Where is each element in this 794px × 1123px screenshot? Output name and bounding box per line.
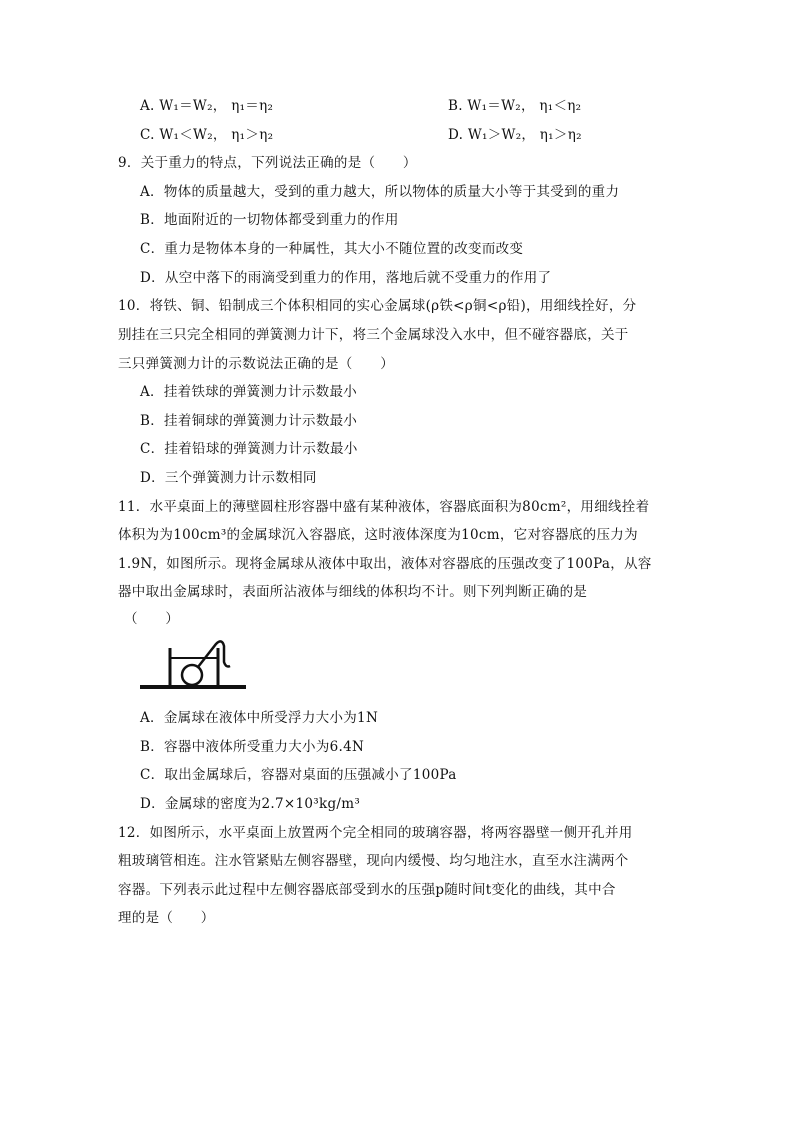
q11-option-b: B．容器中液体所受重力大小为6.4N xyxy=(140,739,365,755)
q11-option-d: D．金属球的密度为2.7×10³kg/m³ xyxy=(140,796,361,812)
q12-stem-line1: 12．如图所示，水平桌面上放置两个完全相同的玻璃容器，将两容器壁一侧开孔并用 xyxy=(118,825,633,841)
q10-stem-line3: 三只弹簧测力计的示数说法正确的是（ ） xyxy=(118,356,394,372)
q10-option-c: C．挂着铅球的弹簧测力计示数最小 xyxy=(140,441,358,457)
q11-stem-line2: 体积为为100cm³的金属球沉入容器底，这时液体深度为10cm，它对容器底的压力为 xyxy=(118,527,638,543)
q11-stem-line4: 器中取出金属球时，表面所沾液体与细线的体积均不计。则下列判断正确的是 xyxy=(118,584,588,600)
q12-stem-line2: 粗玻璃管相连。注水管紧贴左侧容器壁，现向内缓慢、均匀地注水，直至水注满两个 xyxy=(118,853,629,869)
q8-option-b: B. W₁＝W₂， η₁＜η₂ xyxy=(448,98,582,114)
string xyxy=(198,641,230,667)
q10-stem-line2: 别挂在三只完全相同的弹簧测力计下，将三个金属球没入水中，但不碰容器底，关于 xyxy=(118,327,629,343)
q9-stem: 9．关于重力的特点，下列说法正确的是（ ） xyxy=(118,155,417,171)
q10-option-b: B．挂着铜球的弹簧测力计示数最小 xyxy=(140,413,358,429)
container-ball-diagram xyxy=(140,636,246,696)
q9-option-a: A．物体的质量越大，受到的重力越大，所以物体的质量大小等于其受到的重力 xyxy=(140,184,620,200)
q11-option-a: A．金属球在液体中所受浮力大小为1N xyxy=(140,710,379,726)
q10-option-d: D．三个弹簧测力计示数相同 xyxy=(140,470,317,486)
q9-option-c: C．重力是物体本身的一种属性，其大小不随位置的改变而改变 xyxy=(140,241,524,257)
q11-stem-line3: 1.9N，如图所示。现将金属球从液体中取出，液体对容器底的压强改变了100Pa，从容 xyxy=(118,556,652,572)
q8-option-c: C. W₁＜W₂， η₁＞η₂ xyxy=(140,127,274,143)
q11-stem-line5: （ ） xyxy=(124,611,180,627)
q10-stem-line1: 10．将铁、铜、铅制成三个体积相同的实心金属球(ρ铁<ρ铜<ρ铅)，用细线拴好，分 xyxy=(118,298,637,314)
container-figure xyxy=(140,636,246,696)
q9-option-b: B．地面附近的一切物体都受到重力的作用 xyxy=(140,212,399,228)
q9-option-d: D．从空中落下的雨滴受到重力的作用，落地后就不受重力的作用了 xyxy=(140,270,552,286)
q12-stem-line3: 容器。下列表示此过程中左侧容器底部受到水的压强p随时间t变化的曲线，其中合 xyxy=(118,882,616,898)
q10-option-a: A．挂着铁球的弹簧测力计示数最小 xyxy=(140,384,358,400)
metal-ball xyxy=(182,665,202,685)
q8-option-d: D. W₁＞W₂， η₁＞η₂ xyxy=(448,127,582,143)
q8-option-a: A. W₁＝W₂， η₁＝η₂ xyxy=(140,98,274,114)
q12-stem-line4: 理的是（ ） xyxy=(118,910,215,926)
q11-option-c: C．取出金属球后，容器对桌面的压强减小了100Pa xyxy=(140,767,457,783)
q11-stem-line1: 11．水平桌面上的薄壁圆柱形容器中盛有某种液体，容器底面积为80cm²，用细线拴着 xyxy=(118,499,650,515)
